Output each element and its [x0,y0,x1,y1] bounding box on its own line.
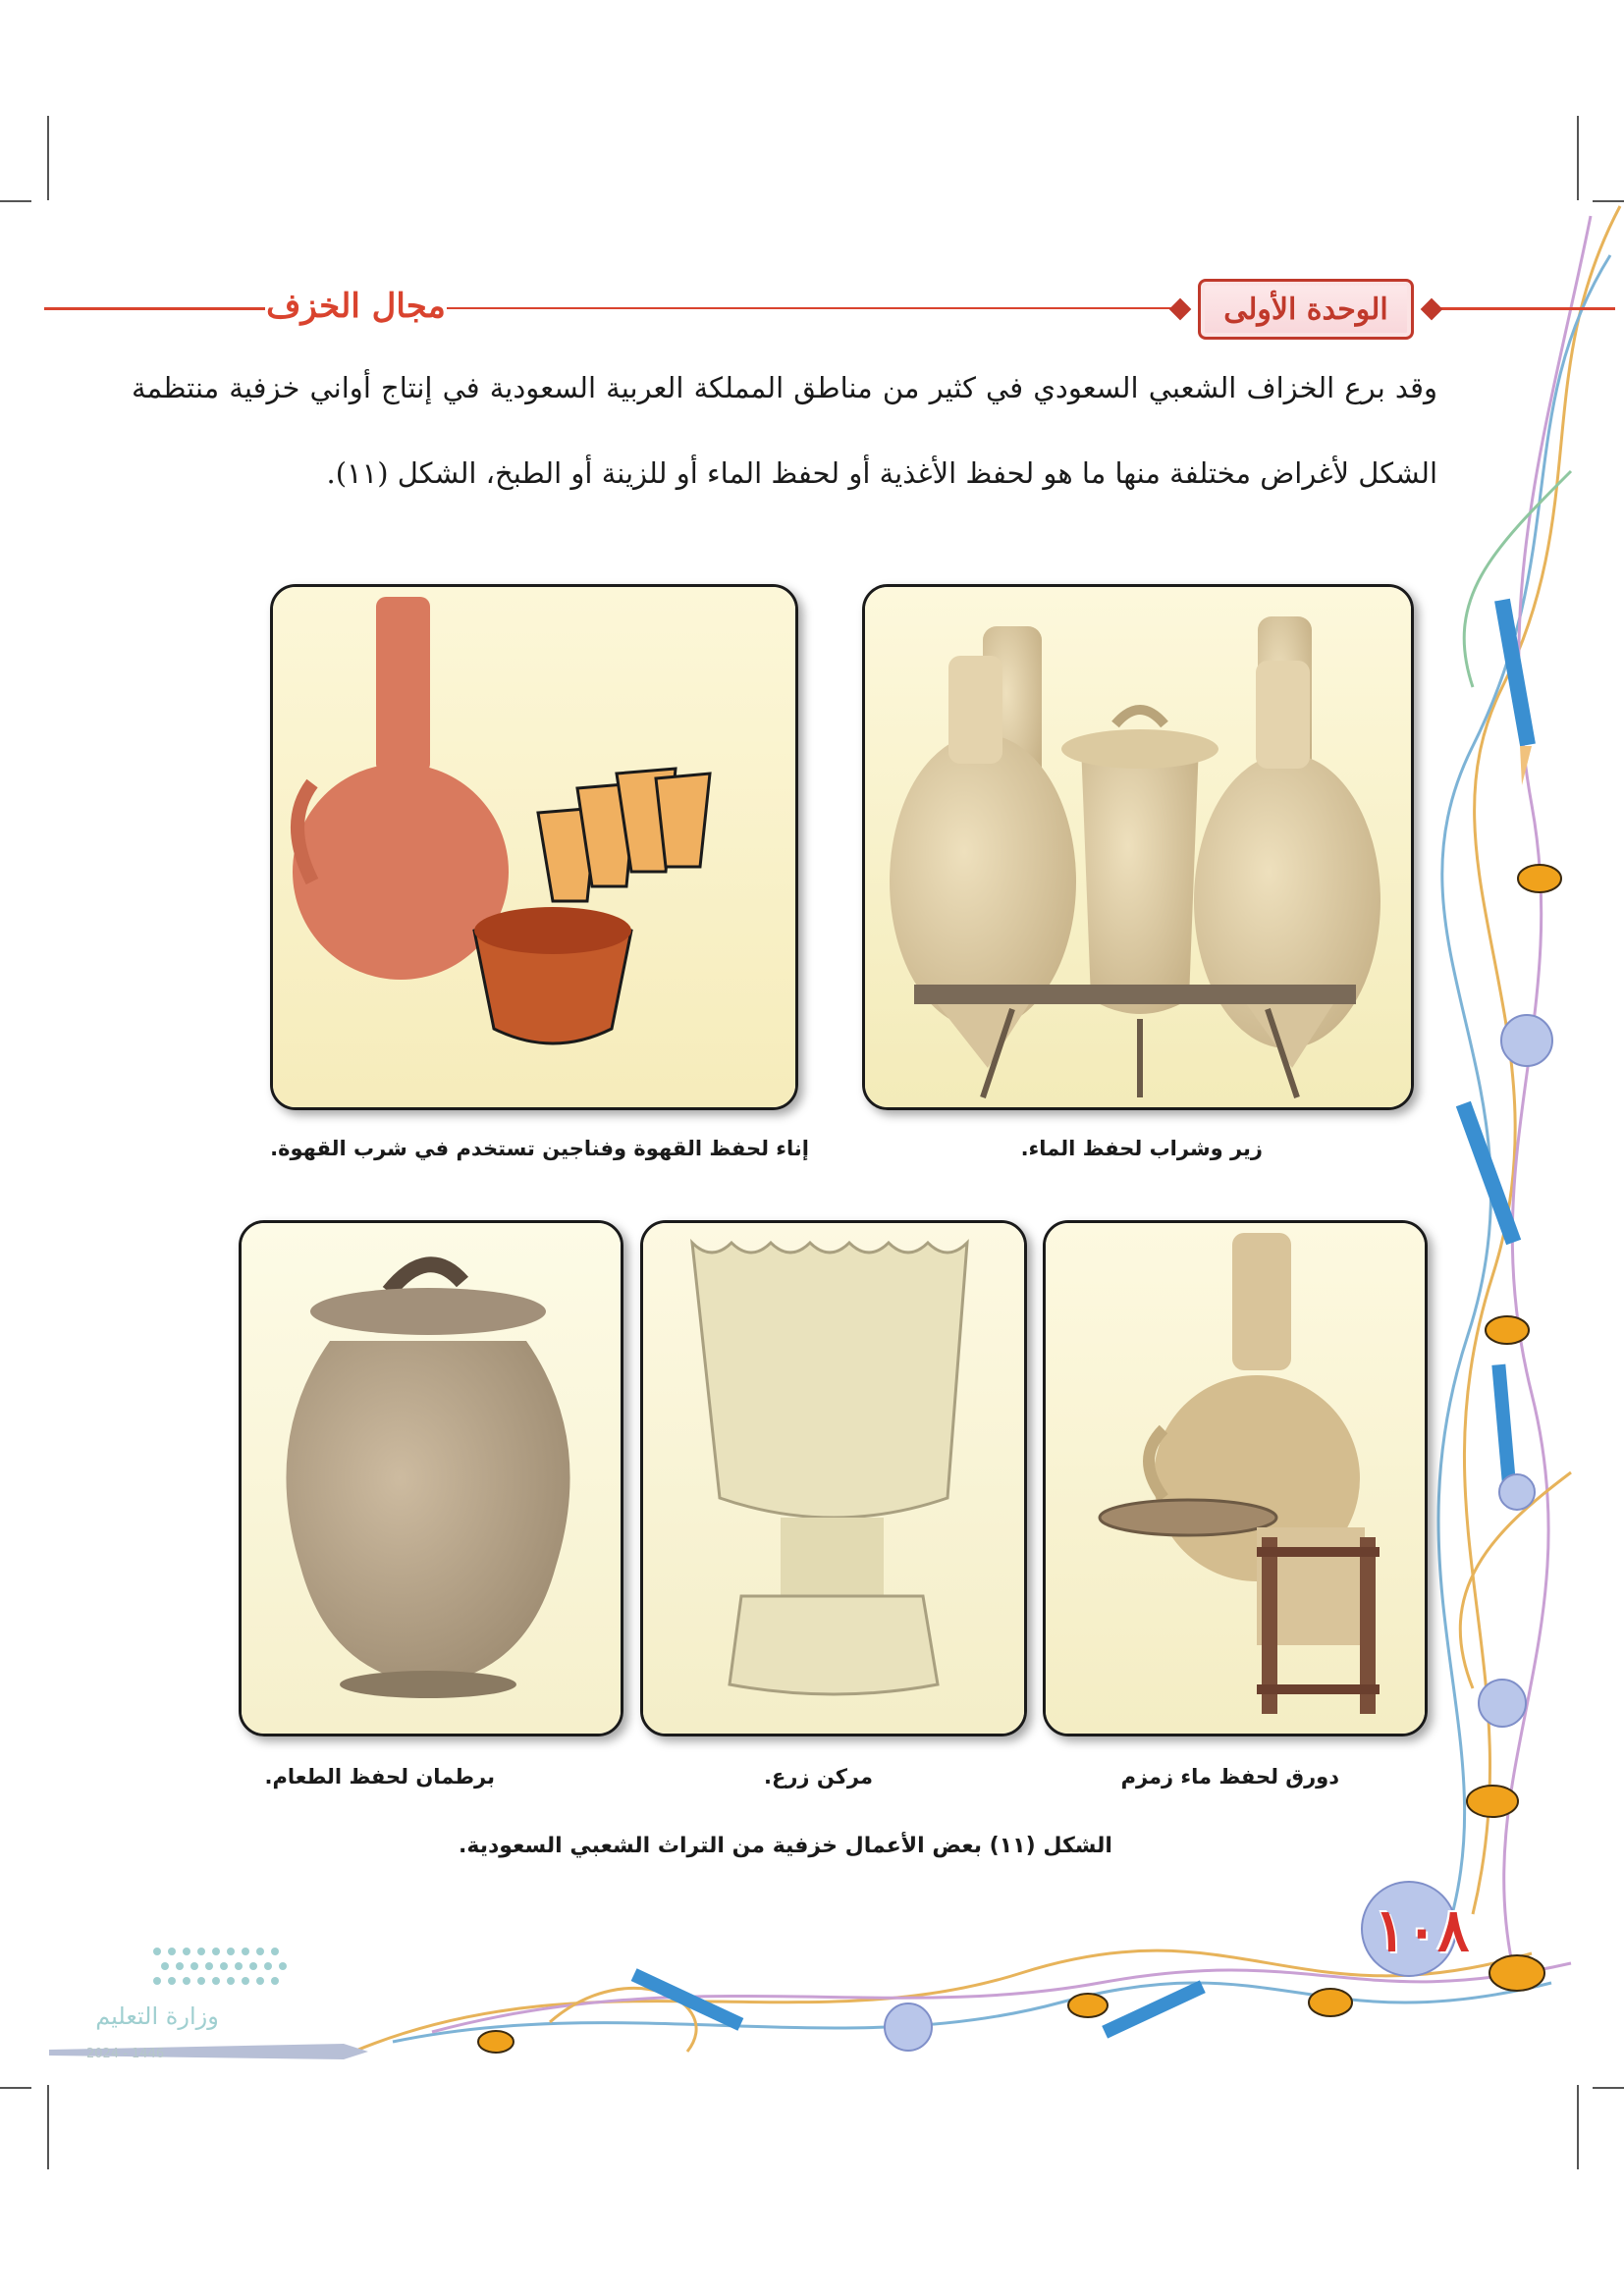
figure-caption: الشكل (١١) بعض الأعمال خزفية من التراث الشعبي السعودية. [459,1834,1112,1858]
caption-zamzam-jug: دورق لحفظ ماء زمزم [1120,1765,1339,1789]
photo-water-jars [862,584,1414,1110]
photo-coffee-set [270,584,798,1110]
header-rule-right [1434,307,1615,310]
caption-planter: مركن زرع. [764,1765,873,1789]
ministry-name: وزارة التعليم [95,2002,219,2030]
badge-diamond-left [1169,298,1192,321]
ministry-year: 2024 - 1446 [86,2047,165,2061]
badge-diamond-right [1421,298,1443,321]
unit-label: الوحدة الأولى [1223,292,1388,327]
domain-title: مجال الخزف [266,287,446,326]
photo-food-jar [239,1220,623,1736]
caption-coffee-set: إناء لحفظ القهوة وفناجين تستخدم في شرب القهوة. [270,1137,809,1160]
photo-zamzam-jug [1043,1220,1428,1736]
photo-planter [640,1220,1027,1736]
page-number: ١٠٨ [1374,1896,1470,1965]
header-rule-middle [447,307,1183,309]
caption-food-jar: برطمان لحفظ الطعام. [264,1765,495,1789]
unit-badge [1168,265,1443,353]
body-line-2: الشكل لأغراض مختلفة منها ما هو لحفظ الأغذية أو لحفظ الماء أو للزينة أو الطبخ، الشكل (١١). [326,456,1437,490]
body-line-1: وقد برع الخزاف الشعبي السعودي في كثير من مناطق المملكة العربية السعودية في إنتاج أواني خزفية منتظمة [132,371,1437,404]
caption-water-jars: زير وشراب لحفظ الماء. [1020,1137,1263,1160]
